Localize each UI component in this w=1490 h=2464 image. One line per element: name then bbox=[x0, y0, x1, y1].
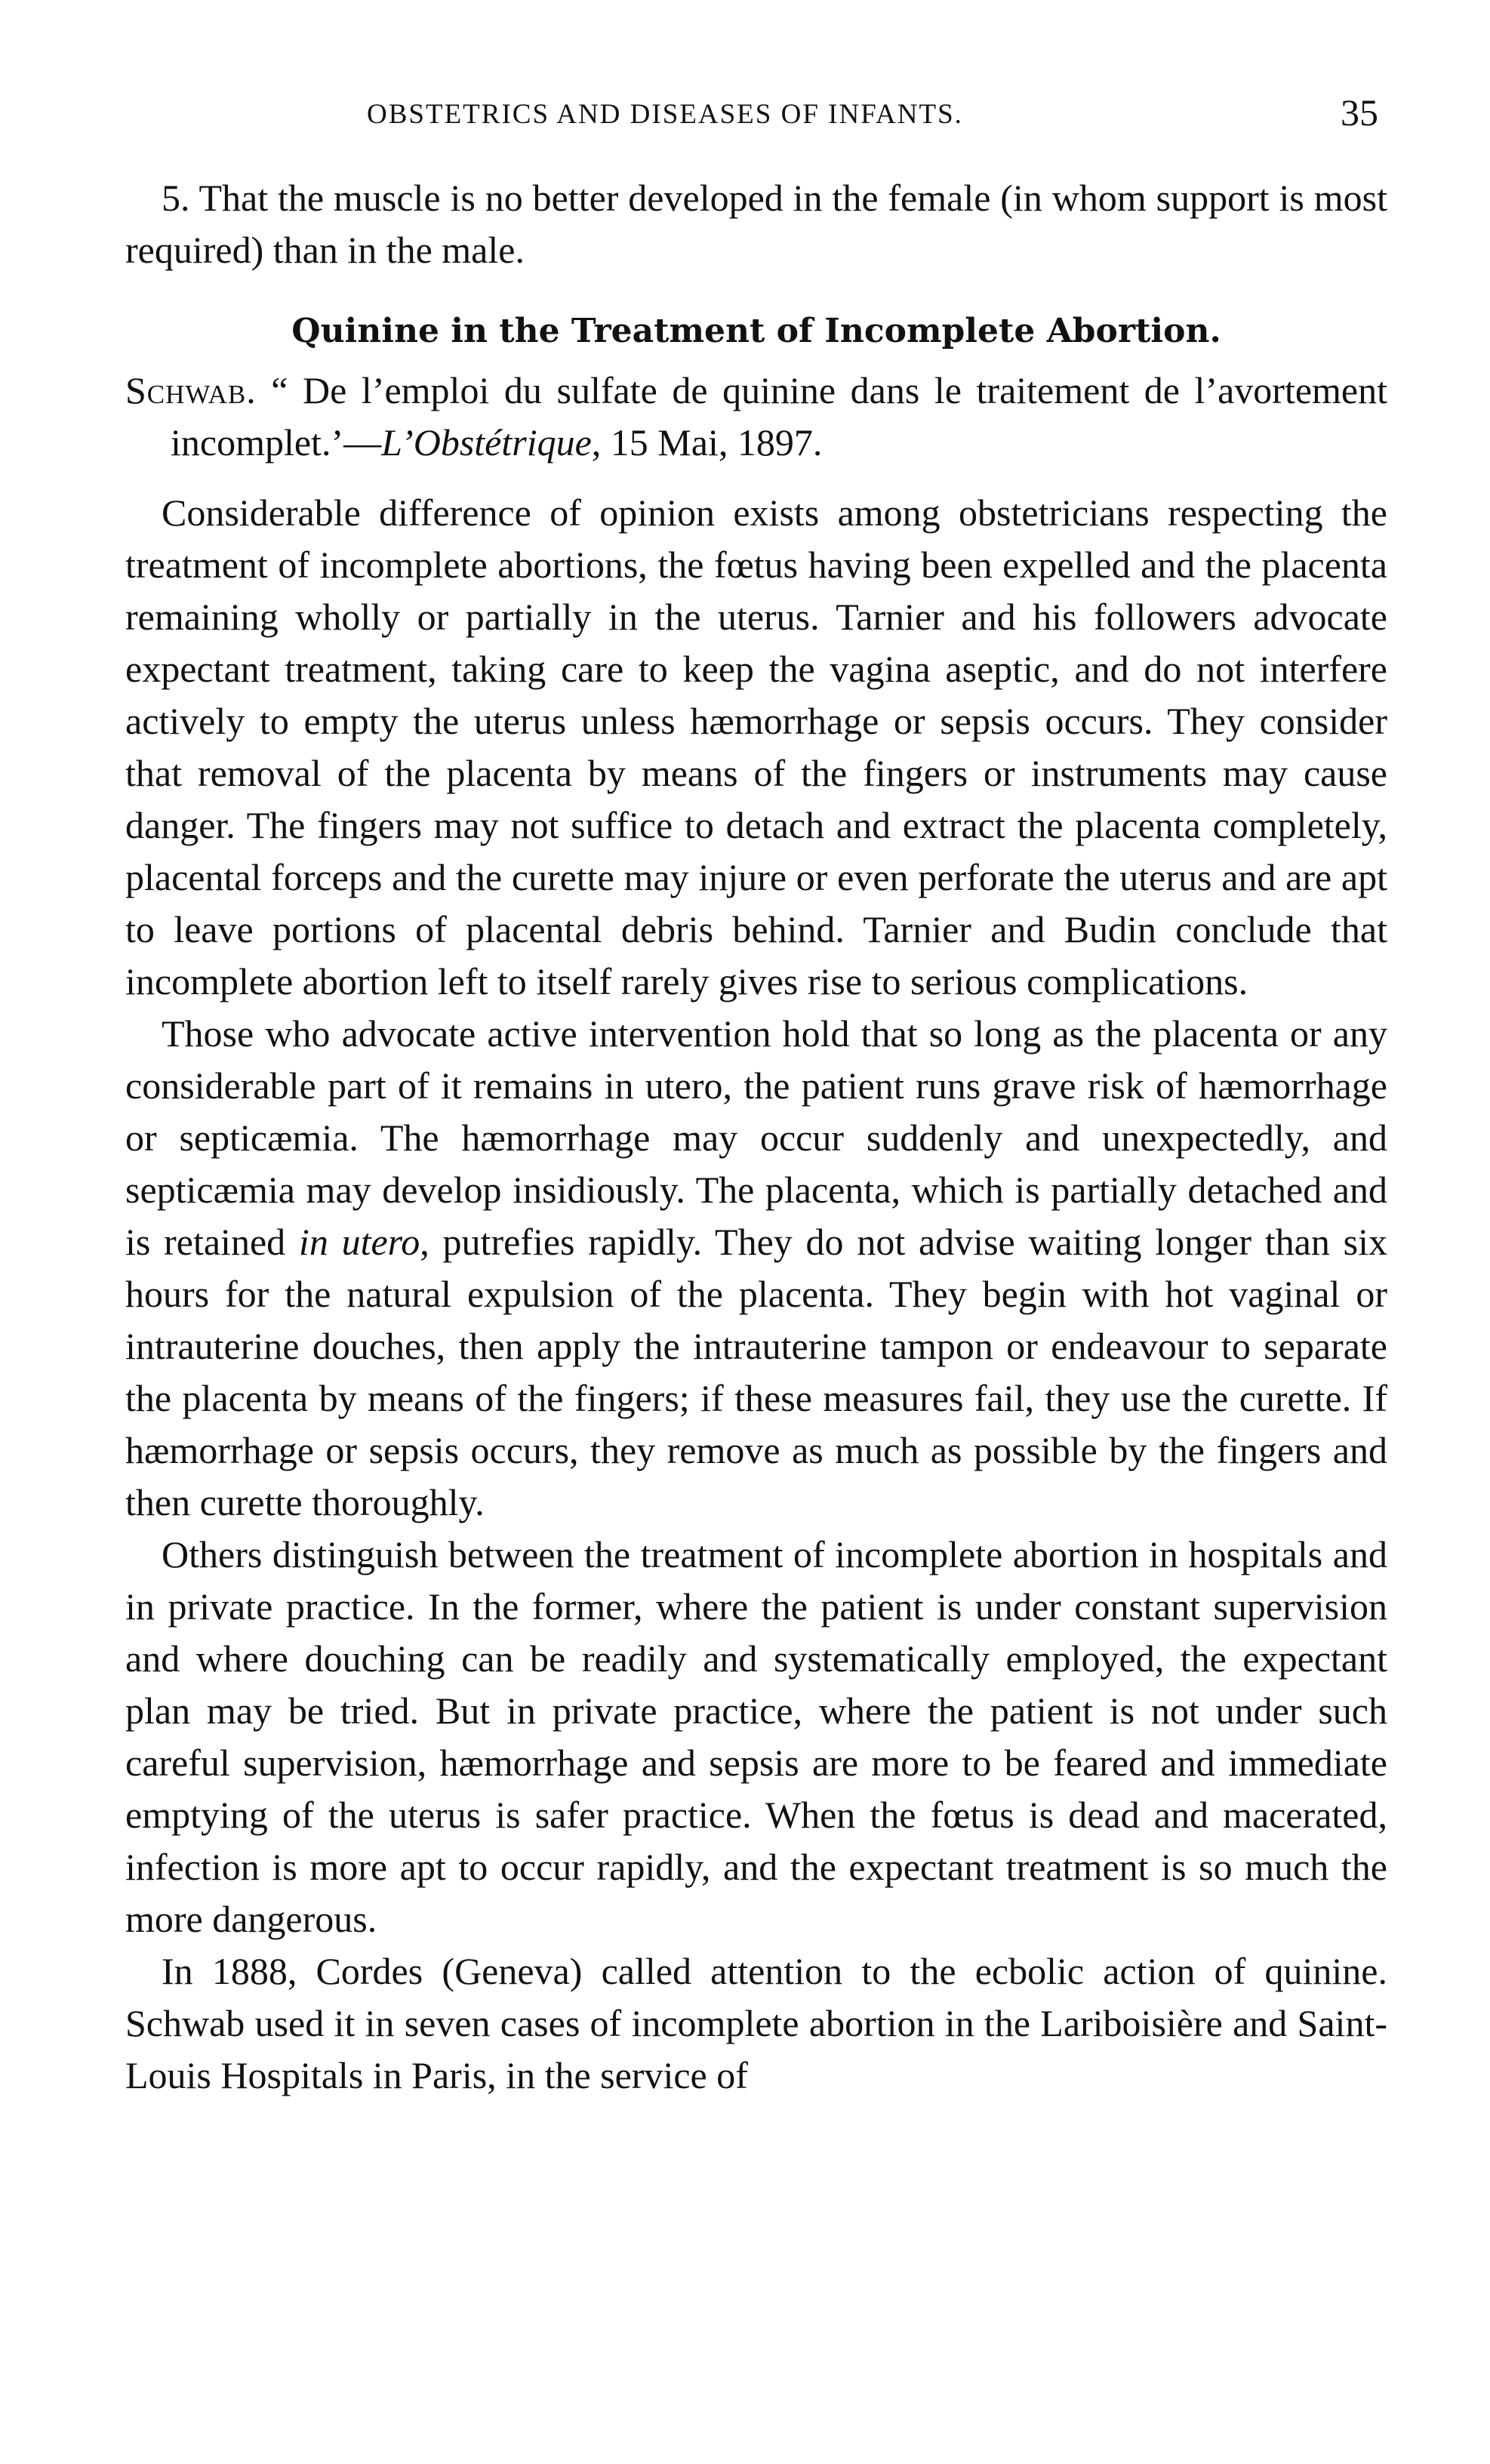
citation-author: Schwab. bbox=[125, 369, 257, 411]
spacer bbox=[125, 276, 1387, 294]
citation-title: “ De l’emploi du sulfate de quinine dans le traitement de l’avortement incomplet.’— bbox=[171, 369, 1388, 464]
paragraph-active-intervention bbox=[125, 1008, 1387, 1529]
paragraph-hospital-vs-private: Others distinguish between the treatment of incomplete abortion in hospitals and in private practice. In the former, where the patient is under constant supervision and where douching can be readily and systematically employed, the expectant plan may be tried. But in private practice, where the patient is not under such careful supervision, hæmorrhage and sepsis are more to be feared and immediate emptying of the uterus is safer practice. When the fœtus is dead and macerated, infection is more apt to occur rapidly, and the expectant treatment is so much the more dangerous. bbox=[125, 1533, 1387, 1940]
page-number: 35 bbox=[1341, 91, 1378, 134]
paragraph-quinine: In 1888, Cordes (Geneva) called attention to the ecbolic action of quinine. Schwab used it in seven cases of incomplete abortion in the Lariboisière and Saint-Louis Hospitals in Paris, in the service of bbox=[125, 1950, 1387, 2096]
citation-date: , 15 Mai, 1897. bbox=[591, 421, 823, 464]
numbered-item-5: 5. That the muscle is no better developed in the female (in whom support is most required) than in the male. bbox=[125, 177, 1387, 271]
running-title: OBSTETRICS AND DISEASES OF INFANTS. bbox=[367, 99, 963, 130]
citation bbox=[125, 365, 1387, 469]
spacer bbox=[125, 469, 1387, 487]
paragraph-expectant-treatment: Considerable difference of opinion exists among obstetricians respecting the treatment of incomplete abortions, the fœtus having been expelled and the placenta remaining wholly or partially in the uterus. Tarnier and his followers advocate expectant treatment, taking care to keep the vagina aseptic, and do not interfere actively to empty the uterus unless hæmorrhage or sepsis occurs. They consider that removal of the placenta by means of the fingers or instruments may cause danger. The fingers may not suffice to detach and extract the placenta completely, placental forceps and the curette may injure or even perforate the uterus and are apt to leave portions of placental debris behind. Tarnier and Budin conclude that incomplete abortion left to itself rarely gives rise to serious complications. bbox=[125, 491, 1387, 1003]
book-page bbox=[125, 91, 1387, 2102]
citation-journal: L’Obstétrique bbox=[381, 421, 592, 464]
paragraph-text: Those who advocate active intervention hold that so long as the placenta or any considerable part of it remains in utero, the patient runs grave risk of hæmorrhage or septicæmia. The hæmorrhage may occur suddenly and unexpectedly, and septicæmia may develop insidiously. The placenta, which is partially detached and is retained bbox=[125, 1012, 1387, 1263]
italic-term: in utero bbox=[298, 1221, 420, 1263]
paragraph-text: , putrefies rapidly. They do not advise waiting longer than six hours for the natural expulsion of the placenta. They begin with hot vaginal or intrauterine douches, then apply the intrauterine tampon or endeavour to separate the placenta by means of the fingers; if these measures fail, they use the curette. If hæmorrhage or sepsis occurs, they remove as much as possible by the fingers and then curette thoroughly. bbox=[125, 1221, 1387, 1523]
running-head bbox=[125, 91, 1387, 143]
section-heading: Quinine in the Treatment of Incomplete Abortion. bbox=[291, 312, 1221, 350]
